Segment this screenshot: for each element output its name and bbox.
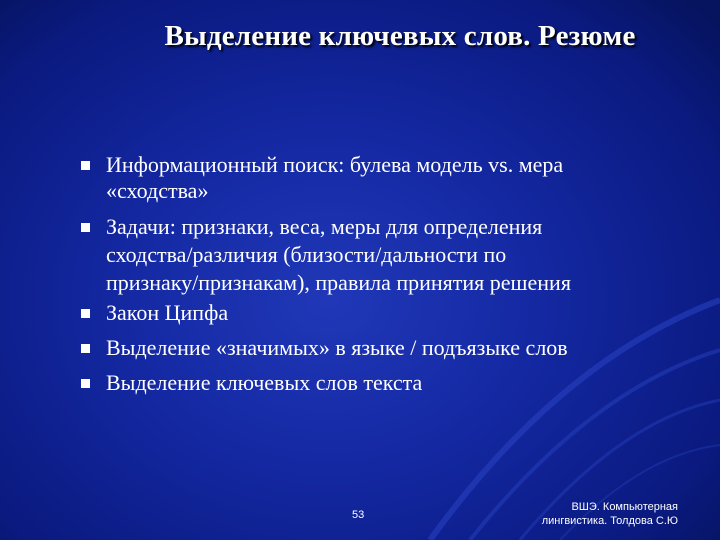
bullet-line: признаку/признакам), правила принятия решения (106, 270, 571, 295)
bullet-line: Выделение «значимых» в языке / подъязыке слов (106, 335, 568, 360)
bullet-line: сходства/различия (близости/дальности по (106, 242, 507, 267)
page-number: 53 (352, 509, 365, 521)
footer-credit (480, 500, 678, 528)
bullet-line: Закон Ципфа (106, 300, 229, 325)
bullet-line: Информационный поиск: булева модель vs. мера (106, 152, 564, 177)
square-bullet-icon (81, 344, 90, 353)
footer-line: ВШЭ. Компьютерная (571, 501, 678, 513)
square-bullet-icon (81, 223, 90, 232)
footer-line: лингвистика. Толдова С.Ю (541, 515, 678, 527)
square-bullet-icon (81, 161, 90, 170)
square-bullet-icon (81, 309, 90, 318)
bullet-line: Задачи: признаки, веса, меры для определения (106, 214, 543, 239)
slide-title: Выделение ключевых слов. Резюме (164, 20, 636, 52)
bullet-line: Выделение ключевых слов текста (106, 370, 423, 395)
bullet-line: «сходства» (106, 178, 209, 203)
square-bullet-icon (81, 379, 90, 388)
